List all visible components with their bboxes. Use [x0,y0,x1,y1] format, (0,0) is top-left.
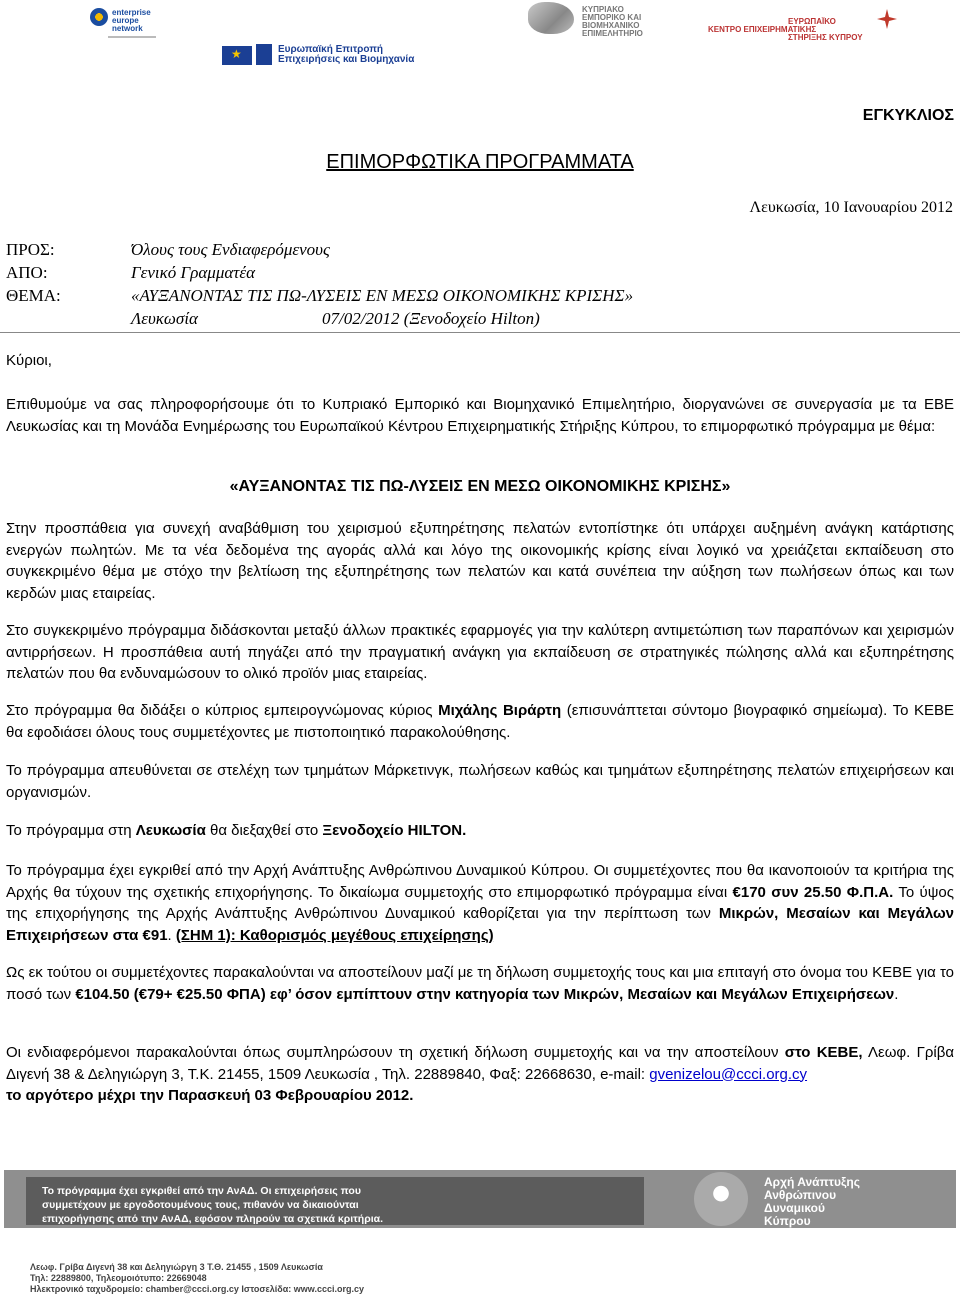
paragraph-venue [6,820,954,842]
text-run: Το πρόγραμμα έχει εγκριθεί από την Αρχή Ανάπτυξης Ανθρώπινου Δυναμικού Κύπρου. Οι συμμετέχοντες που θα ικανοποιούν τα κριτήρια της Αρχής θα τύχουν της σχετικής επιχορήγησης. Το δικαίωμα συμμετοχής στο επιμορφωτικό πρόγραμμα είναι [6,862,954,901]
text-run: . [894,985,899,1003]
chamber-line: ΕΜΠΟΡΙΚΟ ΚΑΙ [582,13,642,22]
eu-line: Επιχειρήσεις και Βιομηχανία [278,54,415,65]
een-line: enterprise [112,8,151,17]
subject-heading: «ΑΥΞΑΝΟΝΤΑΣ ΤΙΣ ΠΩ-ΛΥΣΕΙΣ ΕΝ ΜΕΣΩ ΟΙΚΟΝΟΜΙΚΗΣ ΚΡΙΣΗΣ» [229,478,731,495]
paragraph-context: Στην προσπάθεια για συνεχή αναβάθμιση του χειρισμού εξυπηρέτησης πελατών εντοπίστηκε ότι υπάρχει αυξημένη ανάγκη κατάρτισης ενεργών πωλητών. Με τα νέα δεδομένα της αγοράς αλλά και λόγο της οικονομικής κρίσης είναι λογικό να χρειάζεται εκπαίδευση στο συγκεκριμένο θέμα με στόχο την βελτίωση της εξυπηρέτησης των πελατών και κατά συνέπεια την αύξηση των πωλήσεων όπως και των κερδών μιας εταιρείας. [6,520,954,602]
text-run: Το πρόγραμμα στη [6,822,136,839]
payment-amount: €104.50 (€79+ €25.50 ΦΠΑ) εφ’ όσον εμπίπτουν στην κατηγορία των Μικρών, Μεσαίων και Μεγάλων Επιχειρήσεων [75,985,895,1003]
european-commission-logo [222,44,472,66]
ekep-line: ΣΤΗΡΙΞΗΣ ΚΥΠΡΟΥ [788,33,863,42]
anad-line: Κύπρου [764,1214,811,1228]
footer-banner [4,1170,956,1228]
chamber-logo [528,2,678,36]
banner-line: επιχορήγησης από την ΑνΑΔ, εφόσον πληρούν τα σχετικά κριτήρια. [42,1213,383,1225]
address-line: Λεωφ. Γρίβα Διγενή 38 και Δεληγιώργη 3 Τ.Θ. 21455 , 1509 Λευκωσία [30,1262,323,1272]
chamber-emblem-icon [528,2,574,34]
divider [0,332,960,333]
ekep-mark-icon [876,8,898,30]
trainer-name: Μιχάλης Βιράρτη [438,702,562,719]
anad-logo-icon [694,1172,748,1226]
paragraph-fees [6,860,954,946]
subject-value: «ΑΥΞΑΝΟΝΤΑΣ ΤΙΣ ΠΩ-ΛΥΣΕΙΣ ΕΝ ΜΕΣΩ ΟΙΚΟΝΟΜΙΚΗΣ ΚΡΙΣΗΣ» [131,286,634,305]
text-run: Λεωφ. Γρίβα Διγενή 38 & Δεληγιώργη 3, Τ.Κ. 21455, 1509 Λευκωσία , Τηλ. 22889840, Φαξ: 22668630, e-mail: [6,1044,954,1083]
footer-address [30,1262,364,1295]
subsidy-amount: Μικρών, Μεσαίων και Μεγάλων Επιχειρήσεων στα €91 [6,905,955,944]
paragraph-audience: Το πρόγραμμα απευθύνεται σε στελέχη των τμημάτων Μάρκετινγκ, πωλήσεων καθώς και τμημάτων εξυπηρέτησης πελατών επιχειρήσεων και οργανισμών. [6,762,954,801]
text-run: Ως εκ τούτου οι συμμετέχοντες παρακαλούνται να αποστείλουν μαζί με τη δήλωση συμμετοχής τους και μια επιταγή στο όνομα του ΚΕΒΕ για το ποσό των [6,964,954,1003]
eu-bar-icon [256,44,272,65]
paragraph-payment [6,962,954,1005]
deadline: το αργότερο μέχρι την Παρασκευή 03 Φεβρουαρίου 2012. [6,1087,414,1104]
paragraph-intro: Επιθυμούμε να σας πληροφορήσουμε ότι το Κυπριακό Εμπορικό και Βιομηχανικό Επιμελητήριο, διοργανώνει σε συνεργασία με τα ΕΒΕ Λευκωσίας και τη Μονάδα Ενημέρωσης του Ευρωπαϊκού Κέντρου Επιχειρηματικής Στήριξης Κύπρου, το επιμορφωτικό πρόγραμμα με θέμα: [6,396,954,435]
paragraph-trainer [6,700,954,743]
paragraph-registration [6,1042,954,1107]
address-line: Ηλεκτρονικό ταχυδρομείο: chamber@ccci.org.cy Ιστοσελίδα: www.ccci.org.cy [30,1284,364,1294]
anad-line: Αρχή Ανάπτυξης [764,1175,860,1189]
page-title [0,151,960,174]
ekep-logo [708,8,898,42]
chamber-line: ΒΙΟΜΗΧΑΝΙΚΟ [582,21,640,30]
een-line: europe [112,16,139,25]
chamber-line: ΕΠΙΜΕΛΗΤΗΡΙΟ [582,29,643,38]
from-value: Γενικό Γραμματέα [131,263,255,282]
een-star-icon [90,8,108,26]
ekep-line: ΕΥΡΩΠΑΪΚΟ [788,17,836,26]
to-value: Όλους τους Ενδιαφερόμενους [131,240,330,259]
location: Λευκωσία [131,309,198,328]
text-run: Οι ενδιαφερόμενοι παρακαλούνται όπως συμπληρώσουν τη σχετική δήλωση συμμετοχής και να την αποστείλουν [6,1044,785,1061]
text-run: Στο πρόγραμμα θα διδάξει ο κύπριος εμπειρογνώμονας κύριος [6,702,439,719]
kebe-label: στο ΚΕΒΕ, [784,1044,863,1061]
banner-line: συμμετέχουν με εργοδοτουμένους τους, πιθανόν να δικαιούνται [42,1199,359,1211]
note-reference: (ΣΗΜ 1): Καθορισμός μεγέθους επιχείρησης) [175,926,494,944]
letter-date: Λευκωσία, 10 Ιανουαρίου 2012 [749,199,953,216]
eu-line: Ευρωπαϊκή Επιτροπή [278,44,383,55]
subject-label: ΘΕΜΑ: [6,286,61,305]
chamber-line: ΚΥΠΡΙΑΚΟ [582,5,624,14]
anad-line: Ανθρώπινου [764,1188,837,1202]
banner-line: Το πρόγραμμα έχει εγκριθεί από την ΑνΑΔ. Οι επιχειρήσεις που [42,1185,361,1197]
text-run: . [167,926,176,944]
salutation: Κύριοι, [6,352,52,369]
circular-label: ΕΓΚΥΚΛΙΟΣ [862,107,954,124]
email-link[interactable]: gvenizelou@ccci.org.cy [649,1065,808,1083]
text-run: (επισυνάπτεται σύντομο βιογραφικό σημείωμα). Το ΚΕΒΕ θα εφοδιάσει όλους τους συμμετέχοντες με πιστοποιητικό παρακολούθησης. [6,702,955,741]
ekep-line: ΚΕΝΤΡΟ ΕΠΙΧΕΙΡΗΜΑΤΙΚΗΣ [708,25,817,34]
text-run: Το ύψος της επιχορήγησης της Αρχής Ανάπτυξης Ανθρώπινου Δυναμικού καθορίζεται για την περίπτωση των [6,883,954,922]
fee-amount: €170 συν 25.50 Φ.Π.Α. [732,883,894,901]
text-run: θα διεξαχθεί στο [205,822,323,839]
page-title-text: ΕΠΙΜΟΡΦΩΤΙΚΑ ΠΡΟΓΡΑΜΜΑΤΑ [326,151,634,173]
city-name: Λευκωσία [135,822,206,839]
hotel-name: Ξενοδοχείο HILTON. [322,822,467,839]
enterprise-europe-network-logo [86,6,164,44]
een-line: network [112,24,143,33]
divider [108,36,156,38]
address-line: Τηλ: 22889800, Τηλεομοιότυπο: 22669048 [30,1273,207,1283]
to-label: ΠΡΟΣ: [6,240,55,259]
from-label: ΑΠΟ: [6,263,48,282]
paragraph-content: Στο συγκεκριμένο πρόγραμμα διδάσκονται μεταξύ άλλων πρακτικές εφαρμογές για την καλύτερη αντιμετώπιση των παραπόνων και χειρισμών αντιρρήσεων. Η προσπάθεια αυτή πηγάζει από την πραγματική ανάγκη για εκπαίδευση σε στρατηγικές πώλησης αλλά και εξυπηρέτησης πελατών που θα ενδυναμώσουν το ολικό προϊόν μιας εταιρείας. [6,622,954,682]
anad-line: Δυναμικού [764,1201,825,1215]
date-venue: 07/02/2012 (Ξενοδοχείο Hilton) [322,309,540,328]
eu-flag-icon [222,46,252,65]
